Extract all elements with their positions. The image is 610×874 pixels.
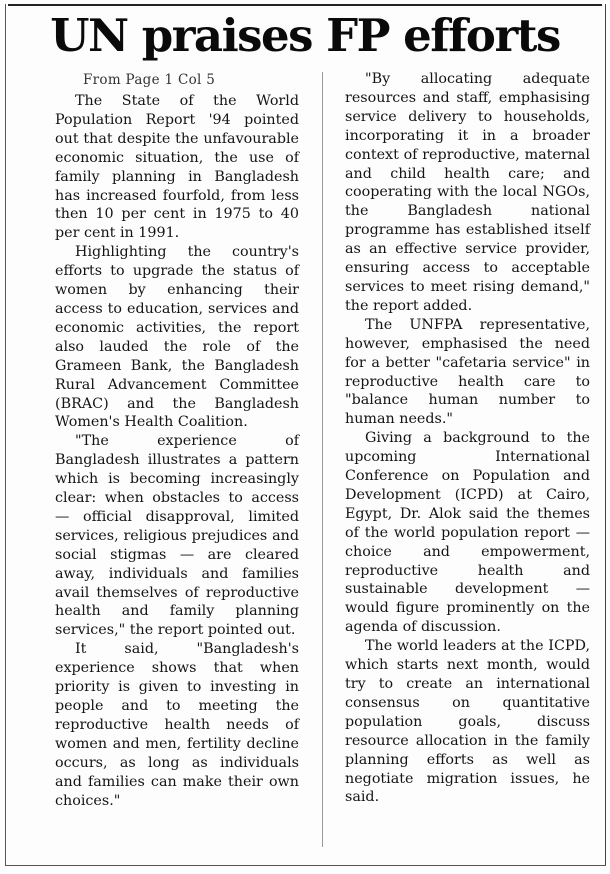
paragraph: Giving a background to the upcoming International Conference on Population and Development (ICPD) at Cairo, Egypt, Dr. Alok said the themes of the world population report — choice and empowerment, reproductive health and sustainable development — would figure prominently on the agenda of discussion.: [345, 430, 590, 636]
paragraph: Highlighting the country's efforts to upgrade the status of women by enhancing their access to education, services and economic activities, the report also lauded the role of the Grameen Bank, the Bangladesh Rural Advancement Committee (BRAC) and the Bangladesh Women's Health Coalition.: [55, 244, 299, 431]
paragraph: The world leaders at the ICPD, which starts next month, would try to create an international consensus on quantitative population goals, discuss resource allocation in the family planning efforts as well as negotiate migration issues, he said.: [345, 638, 590, 806]
paragraph: It said, "Bangladesh's experience shows that when priority is given to investing in people and to meeting the reproductive health needs of women and men, fertility decline occurs, as long as individuals and families can make their own choices.": [55, 641, 299, 809]
paragraph: The UNFPA representative, however, emphasised the need for a better "cafetaria service" in reproductive health care to "balance human number to human needs.": [345, 316, 590, 428]
headline: UN praises FP efforts: [50, 9, 560, 62]
paragraph: "By allocating adequate resources and staff, emphasising service delivery to households, incorporating it in a broader context of reproductive, maternal and child health care; and cooperating with the local NGOs, the Bangladesh national programme has established itself as an effective service provider, ensuring access to acceptable services to meet rising demand," the report added.: [345, 71, 590, 314]
dateline: From Page 1 Col 5: [83, 72, 216, 88]
right-border: [605, 4, 606, 866]
paragraph: "The experience of Bangladesh illustrates a pattern which is becoming increasingly clear: when obstacles to access — official disapproval, limited services, religious prejudices and social stigmas — are cleared away, individuals and families avail themselves of reproductive health and family planning services," the report pointed out.: [55, 433, 299, 639]
left-border: [5, 4, 6, 866]
left-column: [55, 70, 299, 810]
right-column: [345, 70, 590, 807]
column-divider: [322, 72, 323, 847]
paragraph: The State of the World Population Report '94 pointed out that despite the unfavourable economic situation, the use of family planning in Bangladesh has increased fourfold, from less then 10 per cent in 1975 to 40 per cent in 1991.: [55, 93, 299, 242]
bottom-rule: [5, 865, 606, 866]
